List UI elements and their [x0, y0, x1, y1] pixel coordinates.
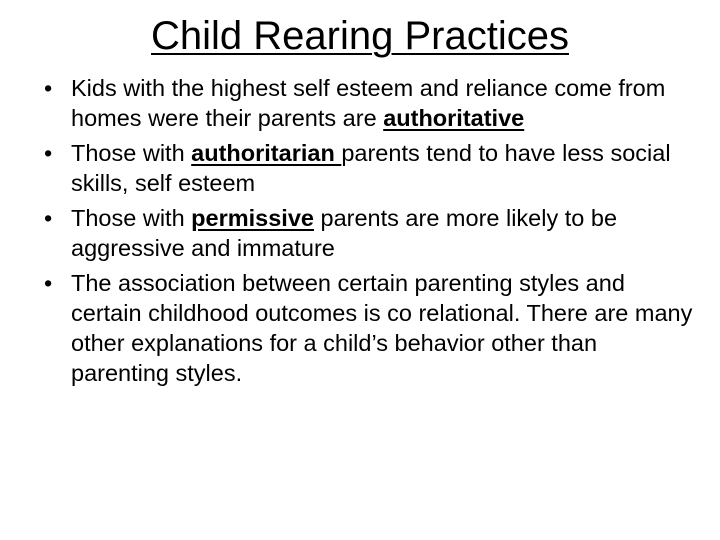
bullet-marker: •: [44, 75, 53, 101]
bullet-text: Those with: [71, 205, 192, 231]
bullet-text: Kids with the highest self esteem and reliance come from homes were their parents are: [71, 75, 666, 131]
bullet-list: [44, 73, 694, 393]
bullet-emphasis: permissive: [191, 205, 314, 231]
bullet-text: Those with: [71, 140, 192, 166]
bullet-text-after: parents tend to have less social skills, self esteem: [71, 140, 671, 196]
bullet-item: [44, 73, 694, 133]
bullet-text-after: parents are more likely to be aggressive and immature: [71, 205, 618, 261]
bullet-item: [44, 203, 694, 263]
bullet-marker: •: [44, 270, 53, 296]
bullet-item: [44, 138, 694, 198]
slide-title: Child Rearing Practices: [151, 14, 569, 58]
bullet-text: The association between certain parenting styles and certain childhood outcomes is co relational. There are many other explanations for a child’s behavior other than parenting styles.: [71, 270, 693, 386]
bullet-emphasis: authoritative: [383, 105, 525, 131]
bullet-emphasis: authoritarian: [191, 140, 342, 166]
bullet-marker: •: [44, 140, 53, 166]
bullet-item: [44, 268, 694, 388]
bullet-marker: •: [44, 205, 53, 231]
